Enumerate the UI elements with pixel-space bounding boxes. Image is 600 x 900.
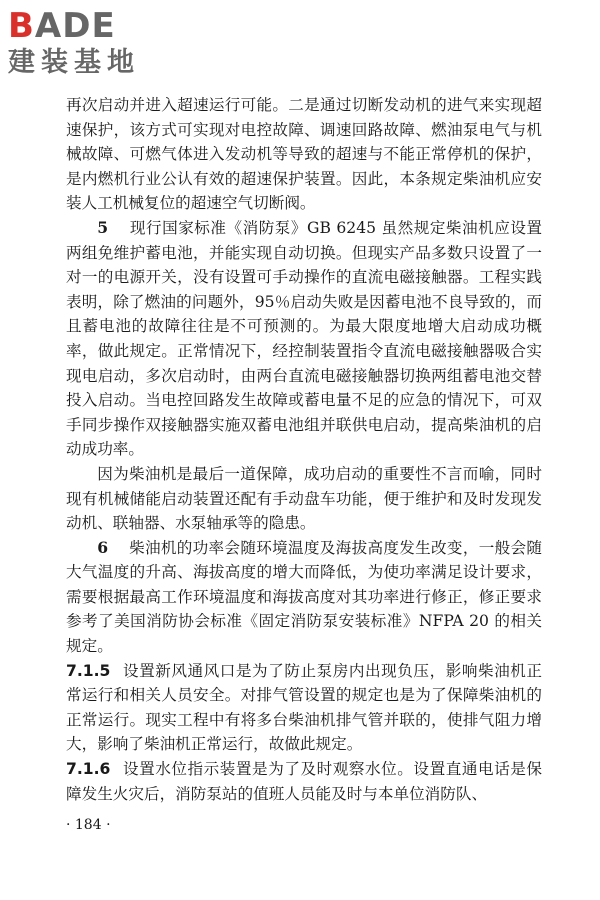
clause-7-1-5	[66, 659, 542, 757]
paragraph-text: 因为柴油机是最后一道保障，成功启动的重要性不言而喻，同时现有机械储能启动装置还配有手动盘车功能，便于维护和及时发现发动机、联轴器、水泵轴承等的隐患。	[66, 464, 542, 533]
paragraph-item-6	[66, 536, 542, 659]
logo-brand-rest: ADE	[34, 6, 116, 46]
paragraph-indented	[66, 462, 542, 536]
paragraph-text: 现行国家标准《消防泵》GB 6245 虽然规定柴油机应设置两组免维护蓄电池，并能实现自动切换。但现实产品多数只设置了一对一的电源开关，没有设置可手动操作的直流电磁接触器。工程实践表明，除了燃油的问题外，95％启动失败是因蓄电池不良导致的，而且蓄电池的故障往往是不可预测的。为最大限度地增大启动成功概率，做此规定。正常情况下，经控制装置指令直流电磁接触器吸合实现电启动，多次启动时，由两台直流电磁接触器切换两组蓄电池交替投入启动。当电控回路发生故障或蓄电量不足的应急的情况下，可双手同步操作双接触器实施双蓄电池组并联供电启动，提高柴油机的启动成功率。	[66, 218, 543, 459]
clause-7-1-6	[66, 757, 542, 806]
item-number: 5	[97, 217, 109, 237]
clause-number: 7.1.6	[66, 760, 111, 779]
bade-logo	[8, 6, 178, 86]
page-body	[66, 93, 542, 806]
paragraph-text: 设置新风通风口是为了防止泵房内出现负压，影响柴油机正常运行和相关人员安全。对排气管设置的规定也是为了保障柴油机的正常运行。现实工程中有将多台柴油机排气管并联的，使排气阻力增大，影响了柴油机正常运行，故做此规定。	[66, 661, 542, 754]
paragraph-item-5	[66, 216, 542, 462]
paragraph-text: 设置水位指示装置是为了及时观察水位。设置直通电话是保障发生火灾后，消防泵站的值班人员能及时与本单位消防队、	[66, 760, 542, 803]
logo-brand	[8, 6, 178, 46]
paragraph-continuation	[66, 93, 542, 216]
page-number: · 184 ·	[66, 817, 111, 833]
paragraph-text: 柴油机的功率会随环境温度及海拔高度发生改变，一般会随大气温度的升高、海拔高度的增大而降低，为使功率满足设计要求，需要根据最高工作环境温度和海拔高度对其功率进行修正，修正要求参考了美国消防协会标准《固定消防泵安装标准》NFPA 20 的相关规定。	[66, 538, 542, 656]
logo-subtitle: 建装基地	[8, 47, 140, 78]
item-number: 6	[97, 537, 109, 557]
paragraph-text: 再次启动并进入超速运行可能。二是通过切断发动机的进气来实现超速保护，该方式可实现对电控故障、调速回路故障、燃油泵电气与机械故障、可燃气体进入发动机等导致的超速与不能正常停机的保护，是内燃机行业公认有效的超速保护装置。因此，本条规定柴油机应安装人工机械复位的超速空气切断阀。	[66, 96, 542, 213]
logo-accent-letter: B	[8, 6, 35, 46]
clause-number: 7.1.5	[66, 661, 111, 680]
